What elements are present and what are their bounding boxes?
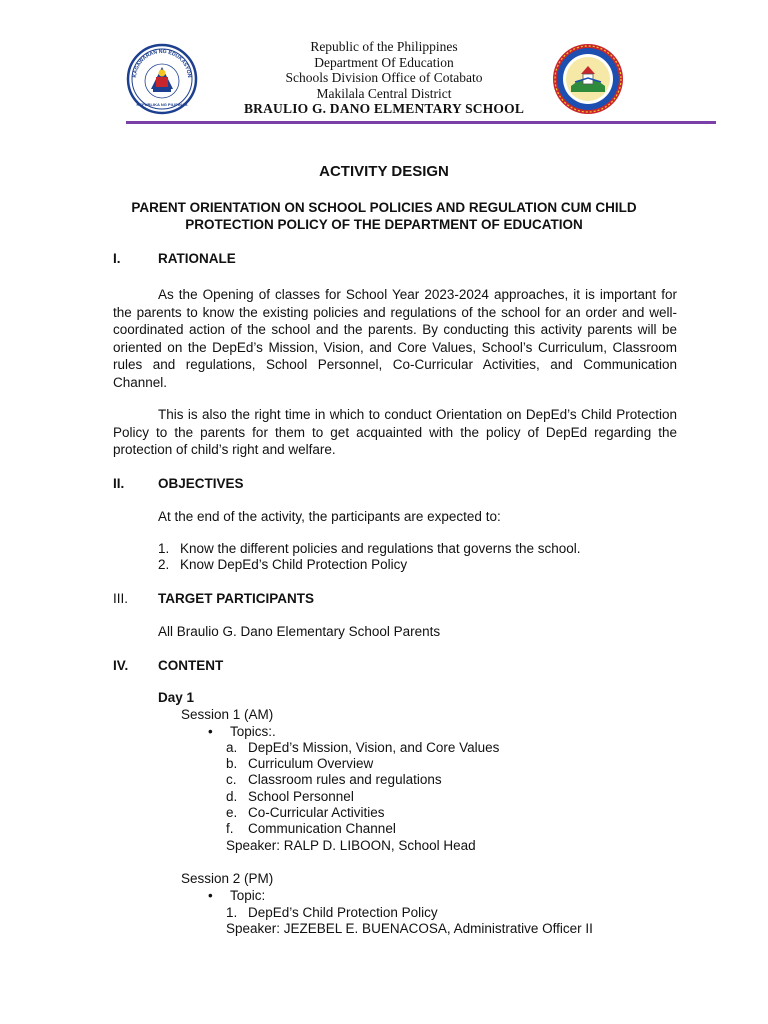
session-1-topics-label: Topics:. <box>230 724 276 739</box>
topic-text: Co-Curricular Activities <box>248 805 385 820</box>
header-division: Schools Division Office of Cotabato <box>285 70 483 85</box>
topic-marker: e. <box>226 805 238 820</box>
session-2-topics-heading <box>208 888 265 903</box>
session-1-topic <box>226 805 385 820</box>
topic-marker: c. <box>226 772 237 787</box>
session-1-topic <box>226 772 442 787</box>
header-district: Makilala Central District <box>316 86 452 101</box>
document-title: ACTIVITY DESIGN <box>319 163 449 180</box>
bullet-icon: • <box>208 888 213 903</box>
bullet-icon: • <box>208 724 213 739</box>
subtitle-line-1: PARENT ORIENTATION ON SCHOOL POLICIES AND REGULATION CUM CHILD <box>131 200 637 215</box>
participants-text: All Braulio G. Dano Elementary School Parents <box>158 624 441 639</box>
section-number-rationale: I. <box>113 251 121 266</box>
session-2-topic <box>226 905 438 920</box>
header-republic: Republic of the Philippines <box>310 39 458 54</box>
topic-marker: b. <box>226 756 238 771</box>
header-department: Department Of Education <box>314 55 454 70</box>
objective-item <box>158 541 581 556</box>
rationale-paragraph-2: This is also the right time in which to conduct Orientation on DepEd’s Child Protection Policy to the parents for them to get acquainted with the policy of DepEd regarding the protection of child’s right and welfare. <box>113 407 677 457</box>
session-1-topic <box>226 756 373 771</box>
session-2-topics-label: Topic: <box>230 888 266 903</box>
subtitle-line-2: PROTECTION POLICY OF THE DEPARTMENT OF EDUCATION <box>185 217 583 232</box>
header-divider <box>126 121 716 124</box>
section-title-content: CONTENT <box>158 658 224 673</box>
topic-text: Communication Channel <box>248 821 396 836</box>
header-school-name: BRAULIO G. DANO ELMENTARY SCHOOL <box>243 101 525 116</box>
section-title-rationale: RATIONALE <box>158 251 236 266</box>
topic-text: DepEd’s Mission, Vision, and Core Values <box>248 740 500 755</box>
topic-text: Classroom rules and regulations <box>248 772 442 787</box>
svg-text:REPUBLIKA NG PILIPINAS: REPUBLIKA NG PILIPINAS <box>136 102 188 107</box>
session-1-speaker: Speaker: RALP D. LIBOON, School Head <box>226 838 476 853</box>
session-2-label: Session 2 (PM) <box>181 871 274 886</box>
topic-marker: 1. <box>226 905 238 920</box>
objective-item <box>158 557 407 572</box>
topic-text: School Personnel <box>248 789 354 804</box>
topic-text: Curriculum Overview <box>248 756 374 771</box>
objective-text: Know DepEd’s Child Protection Policy <box>180 557 408 572</box>
session-1-topic <box>226 821 396 836</box>
topic-marker: d. <box>226 789 238 804</box>
section-number-participants: III. <box>113 591 129 606</box>
section-number-content: IV. <box>113 658 129 673</box>
section-title-objectives: OBJECTIVES <box>158 476 244 491</box>
session-1-label: Session 1 (AM) <box>181 707 274 722</box>
section-title-participants: TARGET PARTICIPANTS <box>158 591 314 606</box>
rationale-paragraph-1: As the Opening of classes for School Year 2023-2024 approaches, it is important for the parents to know the existing policies and regulations of the school for an order and well-coordinated action of the school and the parents. By conducting this activity parents will be oriented on the DepEd’s Mission, Vision, and Core Values, School’s Curriculum, Classroom rules and regulations, School Personnel, Co-Curricular Activities, and Communication Channel. <box>113 287 677 390</box>
session-2-speaker: Speaker: JEZEBEL E. BUENACOSA, Administrative Officer II <box>226 921 593 936</box>
section-number-objectives: II. <box>113 476 125 491</box>
objective-marker: 2. <box>158 557 170 572</box>
content-day-label: Day 1 <box>158 690 195 705</box>
objective-text: Know the different policies and regulations that governs the school. <box>180 541 581 556</box>
topic-text: DepEd’s Child Protection Policy <box>248 905 438 920</box>
svg-text:KAGAWARAN NG EDUKASYON: KAGAWARAN NG EDUKASYON <box>131 48 193 79</box>
objective-marker: 1. <box>158 541 170 556</box>
objectives-intro: At the end of the activity, the participants are expected to: <box>158 509 501 524</box>
session-1-topic <box>226 740 499 755</box>
session-1-topic <box>226 789 354 804</box>
session-1-topics-heading <box>208 724 276 739</box>
document-subtitle <box>96 199 672 233</box>
topic-marker: a. <box>226 740 238 755</box>
topic-marker: f. <box>226 821 234 836</box>
